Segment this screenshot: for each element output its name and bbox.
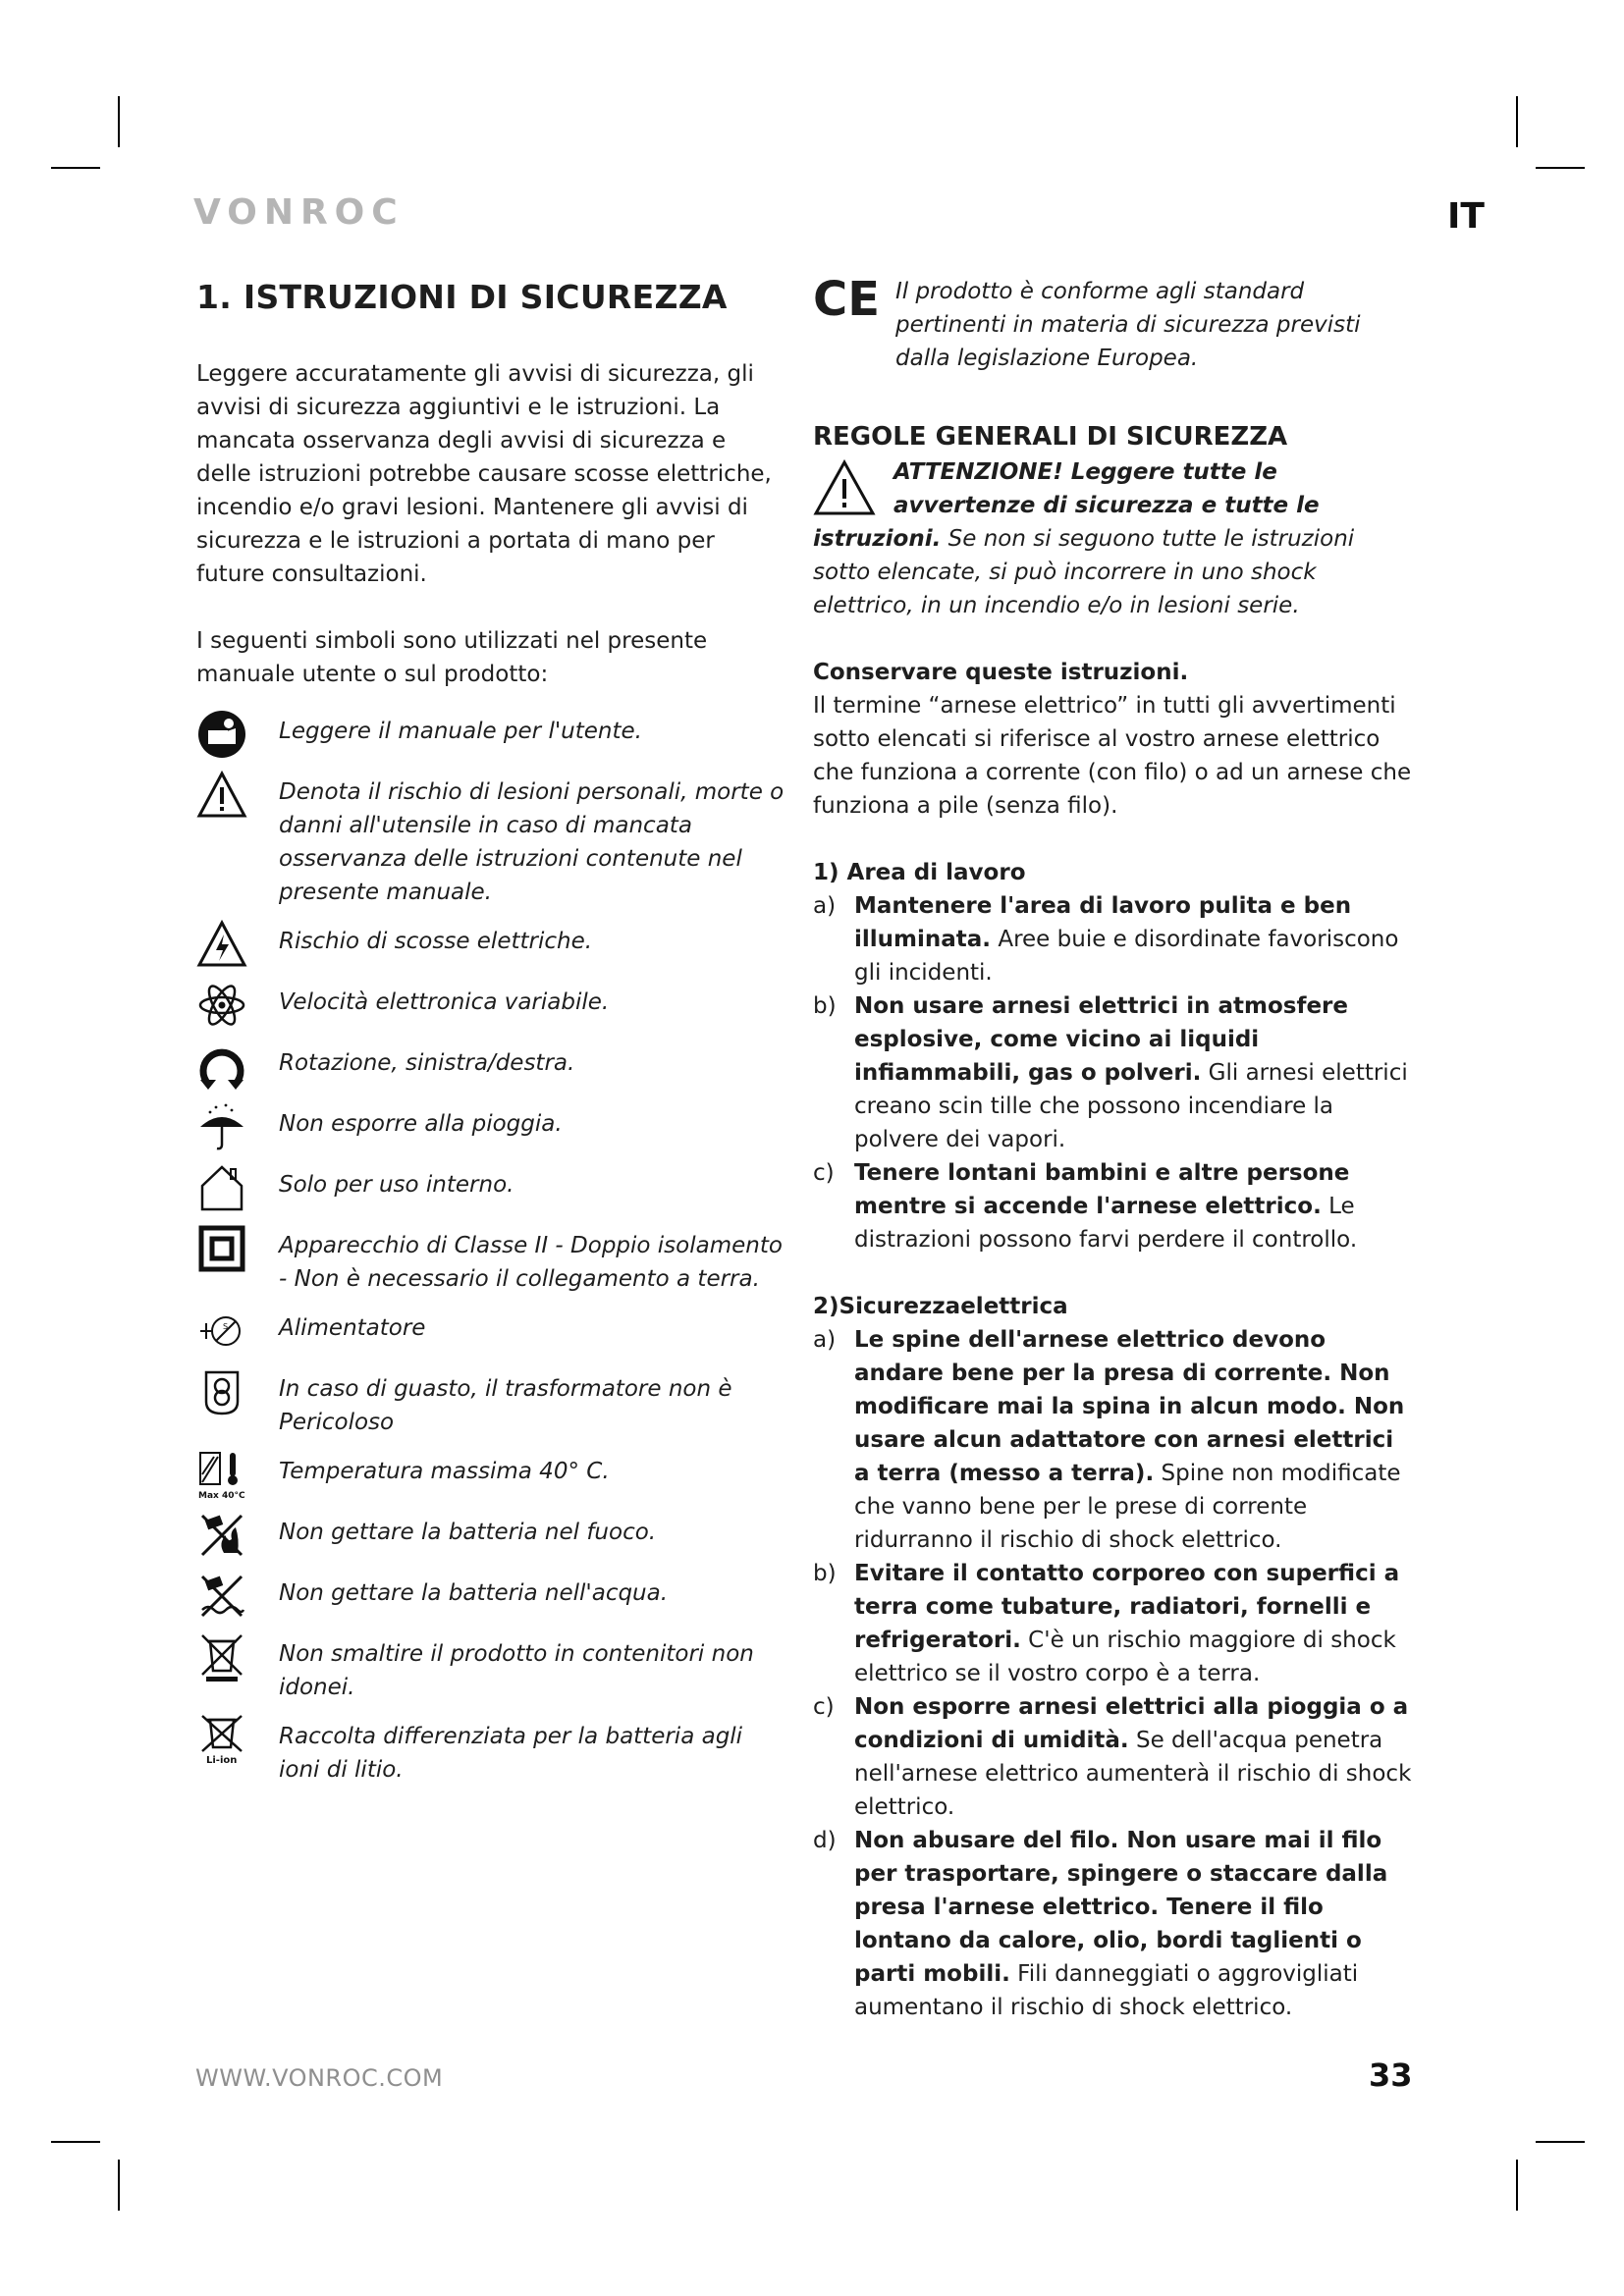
rule-item [813,989,1412,1156]
power-supply-icon [196,1306,247,1357]
symbols-list [196,715,785,1787]
symbol-text: Velocità elettronica variabile. [279,989,610,1015]
brand-logo: VONROC [193,192,405,233]
intro-paragraph: Leggere accuratamente gli avvisi di sicurezza, gli avvisi di sicurezza aggiuntivi e le istruzioni. La mancata osservanza degli avvisi di sicurezza e delle istruzioni potrebbe causare scosse elettriche, incendio e/o gravi lesioni. Mantenere gli avvisi di sicurezza e le istruzioni a portata di mano per future consultazioni. [196,361,772,587]
rule-text: Gli arnesi elettrici creano scin tille che possono incendiare la polvere dei vapori. [854,1060,1408,1152]
general-rules-title: REGOLE GENERALI DI SICUREZZA [813,422,1288,452]
warning-text: Se non si seguono tutte le istruzioni sotto elencate, si può incorrere in uno shock elettrico, in un incendio e/o in lesioni serie. [813,526,1355,618]
warning-block [813,455,1412,622]
variable-speed-icon [196,980,247,1031]
manual-icon [196,709,247,760]
electric-shock-icon [196,919,247,970]
symbol-text: Non gettare la batteria nel fuoco. [279,1520,657,1545]
rule-bold: Evitare il contatto corporeo con superfici a terra come tubature, radiatori, fornelli e refrigeratori. [854,1561,1400,1653]
rule-item [813,1824,1412,2024]
symbol-row [196,1576,785,1622]
symbol-row [196,1229,785,1296]
rule-letter: b) [813,993,837,1019]
symbol-row [196,1046,785,1092]
symbol-text: In caso di guasto, il trasformatore non è Pericoloso [279,1376,732,1435]
symbol-row [196,1372,785,1439]
section-title: 1. ISTRUZIONI DI SICUREZZA [196,278,728,316]
keep-instructions-title: Conservare queste istruzioni. [813,660,1189,685]
right-column [813,272,1412,2024]
rule-letter: b) [813,1561,837,1586]
keep-instructions-text: Il termine “arnese elettrico” in tutti gli avvertimenti sotto elencati si riferisce al vostro arnese elettrico che funziona a corrente (con filo) o ad un arnese che funziona a pile (senza filo). [813,693,1412,819]
symbol-row [196,1311,785,1357]
page-number: 33 [1369,2056,1413,2094]
rules-section [813,856,1412,1256]
li-ion-label: Li-ion [206,1755,238,1765]
crop-mark [1516,2160,1518,2211]
symbol-text: Leggere il manuale per l'utente. [279,719,642,744]
svg-text:S: S [223,1322,229,1331]
rule-letter: a) [813,1327,837,1353]
crop-mark [51,2141,100,2143]
warning-triangle-icon [813,459,876,516]
rule-text: Le distrazioni possono farvi perdere il controllo. [854,1194,1358,1253]
rule-item [813,1156,1412,1256]
symbol-text: Alimentatore [279,1315,426,1341]
language-code: IT [1447,196,1485,237]
double-insulation-icon [196,1223,247,1274]
rule-item [813,1690,1412,1824]
house-icon [196,1162,247,1213]
rule-bold: Non usare arnesi elettrici in atmosfere esplosive, come vicino ai liquidi infiammabili, gas o polveri. [854,993,1348,1086]
rule-text: Aree buie e disordinate favoriscono gli incidenti. [854,927,1399,986]
crossed-bin-icon [196,1631,247,1682]
rule-item [813,1557,1412,1690]
rule-bold: Non esporre arnesi elettrici alla pioggia o a condizioni di umidità. [854,1694,1409,1753]
ce-mark-icon: CE [813,272,881,327]
crop-mark [1536,2141,1585,2143]
rules-section-title: 1) Area di lavoro [813,860,1026,885]
rule-bold: Tenere lontani bambini e altre persone mentre si accende l'arnese elettrico. [854,1160,1350,1219]
symbol-row [196,986,785,1031]
crop-mark [1516,96,1518,147]
symbol-row [196,775,785,909]
rule-item [813,889,1412,989]
rule-text: C'è un rischio maggiore di shock elettrico se il vostro corpo è a terra. [854,1628,1396,1686]
warning-triangle-icon [196,770,247,821]
symbol-text: Raccolta differenziata per la batteria agli ioni di litio. [279,1724,743,1783]
no-water-battery-icon [196,1571,247,1622]
rule-letter: a) [813,893,837,919]
rule-text: Spine non modificate che vanno bene per le prese di corrente ridurranno il rischio di shock elettrico. [854,1461,1401,1553]
rule-text: Fili danneggiati o aggrovigliati aumentano il rischio di shock elettrico. [854,1961,1359,2020]
symbol-row [196,1720,785,1787]
li-ion-recycle-icon [196,1714,247,1765]
footer-website: WWW.VONROC.COM [195,2064,444,2092]
rules-section [813,1290,1412,2024]
symbol-text: Non gettare la batteria nell'acqua. [279,1580,669,1606]
rule-bold: Le spine dell'arnese elettrico devono andare bene per la presa di corrente. Non modificare mai la spina in alcun modo. Non usare alcun adattatore con arnesi elettrici a terra (messo a terra). [854,1327,1405,1486]
max-temperature-label: Max 40°C [198,1491,245,1500]
rotation-icon [196,1041,247,1092]
symbols-intro: I seguenti simboli sono utilizzati nel presente manuale utente o sul prodotto: [196,628,708,687]
ce-text: Il prodotto è conforme agli standard pertinenti in materia di sicurezza previsti dalla legislazione Europea. [895,279,1361,371]
warning-bold: ATTENZIONE! Leggere tutte le avvertenze di sicurezza e tutte le istruzioni. [813,459,1320,552]
rule-text: Se dell'acqua penetra nell'arnese elettrico aumenterà il rischio di shock elettrico. [854,1728,1412,1820]
rule-letter: c) [813,1160,835,1186]
symbol-row [196,1455,785,1500]
rule-bold: Mantenere l'area di lavoro pulita e ben illuminata. [854,893,1352,952]
crop-mark [118,96,120,147]
umbrella-rain-icon [196,1101,247,1152]
no-fire-battery-icon [196,1510,247,1561]
symbol-row [196,1168,785,1213]
crop-mark [1536,167,1585,169]
rule-letter: d) [813,1828,837,1853]
symbol-text: Solo per uso interno. [279,1172,514,1198]
symbol-row [196,715,785,760]
max-temperature-icon [196,1449,247,1500]
rule-item [813,1323,1412,1557]
symbol-text: Rotazione, sinistra/destra. [279,1050,575,1076]
symbol-row [196,1107,785,1152]
crop-mark [51,167,100,169]
rule-letter: c) [813,1694,835,1720]
symbol-text: Non smaltire il prodotto in contenitori non idonei. [279,1641,754,1700]
symbol-text: Temperatura massima 40° C. [279,1459,610,1484]
symbol-row [196,925,785,970]
symbol-text: Apparecchio di Classe II - Doppio isolamento - Non è necessario il collegamento a terra. [279,1233,783,1292]
symbol-row [196,1516,785,1561]
symbol-text: Denota il rischio di lesioni personali, morte o danni all'utensile in caso di mancata osservanza delle istruzioni contenute nel presente manuale. [279,779,785,905]
symbol-text: Non esporre alla pioggia. [279,1111,563,1137]
rule-bold: Non abusare del filo. Non usare mai il filo per trasportare, spingere o staccare dalla presa l'arnese elettrico. Tenere il filo lontano da calore, olio, bordi taglienti o parti mobili. [854,1828,1388,1987]
symbol-row [196,1637,785,1704]
safety-transformer-icon [196,1366,247,1417]
rules-section-title: 2)Sicurezzaelettrica [813,1294,1068,1319]
crop-mark [118,2160,120,2211]
ce-conformity [813,272,1412,375]
left-column [196,275,785,1802]
symbol-text: Rischio di scosse elettriche. [279,929,593,954]
